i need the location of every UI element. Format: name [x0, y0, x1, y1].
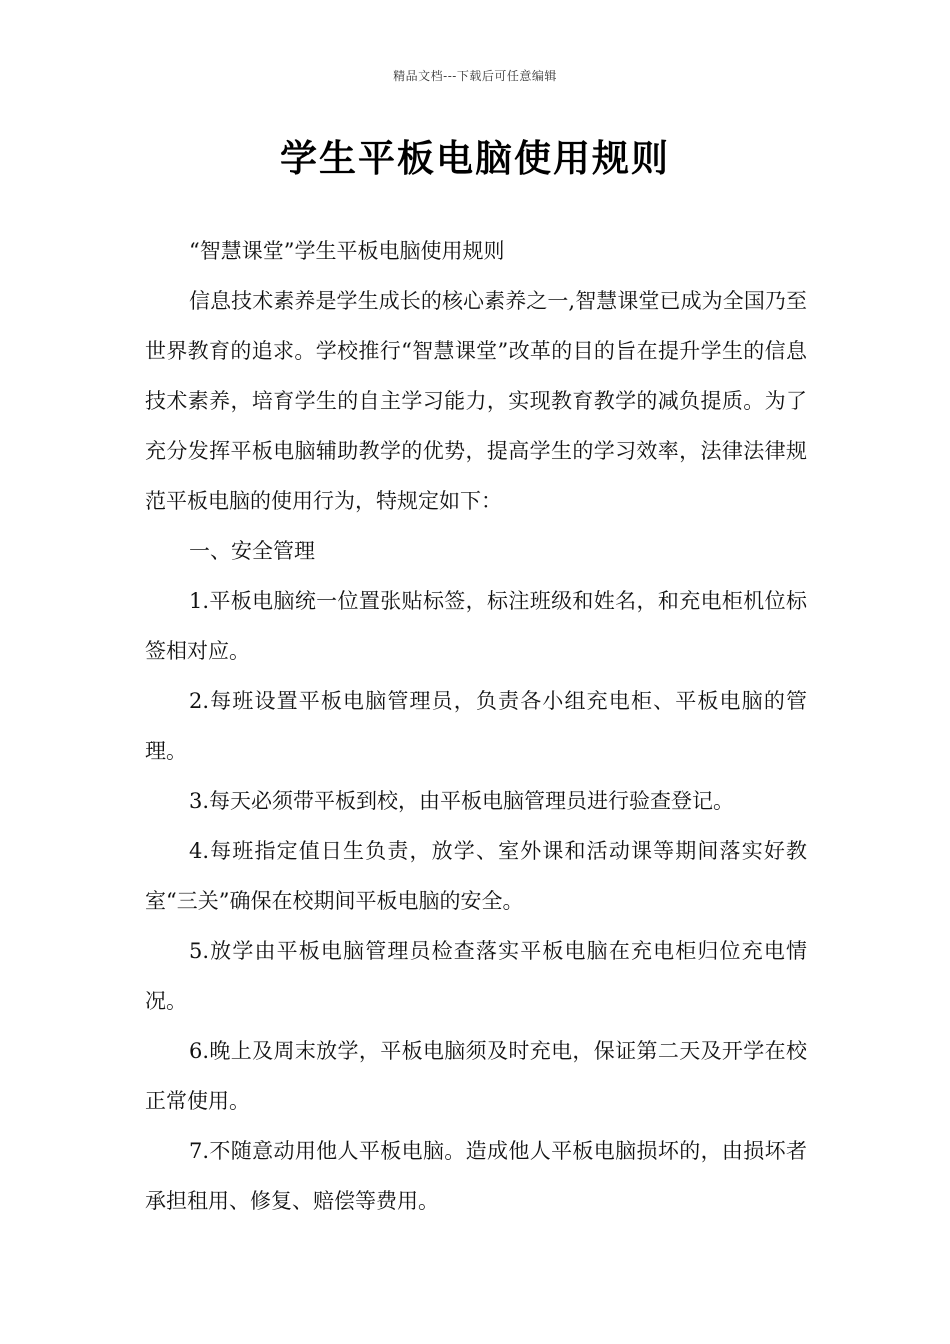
document-body	[145, 226, 807, 1226]
rule-item-1: 1.平板电脑统一位置张贴标签，标注班级和姓名，和充电柜机位标签相对应。	[145, 589, 807, 663]
rule-item-6: 6.晚上及周末放学，平板电脑须及时充电，保证第二天及开学在校正常使用。	[145, 1039, 807, 1113]
subtitle-paragraph: “智慧课堂”学生平板电脑使用规则	[189, 239, 505, 263]
section-heading-safety: 一、安全管理	[189, 539, 315, 563]
header-note: 精品文档---下载后可任意编辑	[393, 69, 557, 83]
rule-item-4: 4.每班指定值日生负责，放学、室外课和活动课等期间落实好教室“三关”确保在校期间平板电脑的安全。	[145, 839, 807, 913]
rule-item-3: 3.每天必须带平板到校，由平板电脑管理员进行验查登记。	[189, 789, 735, 813]
rule-item-2: 2.每班设置平板电脑管理员，负责各小组充电柜、平板电脑的管理。	[145, 689, 807, 763]
rule-item-5: 5.放学由平板电脑管理员检查落实平板电脑在充电柜归位充电情况。	[145, 939, 807, 1013]
document-title: 学生平板电脑使用规则	[280, 137, 670, 180]
intro-paragraph: 信息技术素养是学生成长的核心素养之一,智慧课堂已成为全国乃至世界教育的追求。学校推行“智慧课堂”改革的目的旨在提升学生的信息技术素养，培育学生的自主学习能力，实现教育教学的减负提质。为了充分发挥平板电脑辅助教学的优势，提高学生的学习效率，法律法律规范平板电脑的使用行为，特规定如下：	[145, 289, 807, 513]
rule-item-7: 7.不随意动用他人平板电脑。造成他人平板电脑损坏的，由损坏者承担租用、修复、赔偿等费用。	[145, 1139, 807, 1213]
